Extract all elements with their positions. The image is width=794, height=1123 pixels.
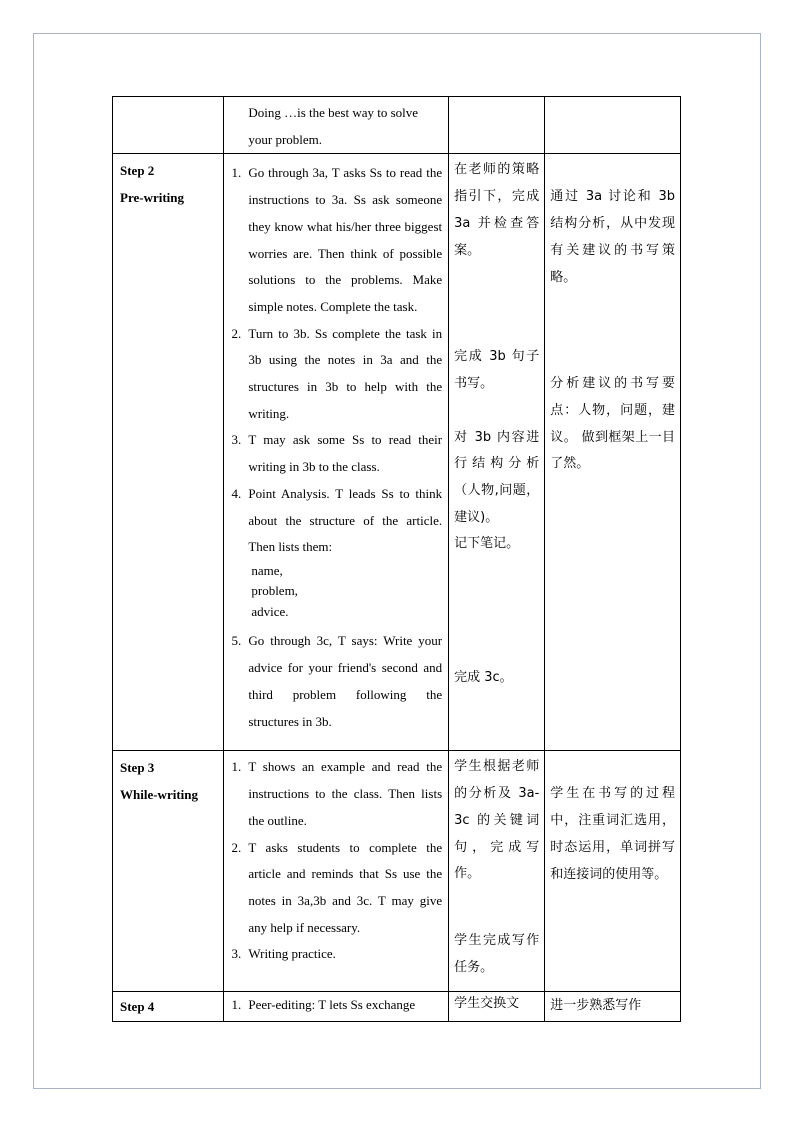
procedure-cell [224, 992, 449, 1022]
step-title: Step 3 [120, 760, 155, 776]
student-activity-text: 对 3b 内容进行结构分析（人物,问题，建议)。 [454, 429, 540, 525]
purpose-cell [545, 154, 681, 751]
step-title: Step 2 [120, 163, 155, 179]
procedure-cell [224, 751, 449, 992]
item-text: Peer-editing: T lets Ss exchange [248, 997, 416, 1013]
procedure-cell [224, 97, 449, 154]
item-text: T shows an example and read the instructions to the class. Then lists the outline. [248, 759, 443, 828]
procedure-item [224, 835, 448, 942]
table-row [113, 751, 681, 992]
item-number: 2. [231, 839, 242, 855]
table-row [113, 154, 681, 751]
procedure-item [224, 992, 448, 1019]
item-number: 3. [231, 432, 242, 448]
procedure-item [224, 941, 448, 968]
purpose-text: 通过 3a 讨论和 3b 结构分析，从中发现有关建议的书写策略。 [550, 189, 675, 285]
item-text: T asks students to complete the article and reminds that Ss use the notes in 3a,3b and 3c. T may give any help if necessary. [248, 839, 443, 935]
lesson-plan-table [112, 96, 681, 1022]
procedure-item [224, 160, 448, 320]
step-subtitle: Pre-writing [120, 190, 185, 206]
purpose-cell [545, 992, 681, 1022]
item-number: 3. [231, 946, 242, 962]
procedure-item [224, 481, 448, 629]
purpose-text: 进一步熟悉写作 [550, 998, 642, 1014]
item-number: 5. [231, 633, 242, 649]
student-activity-text: 在老师的策略指引下，完成 3a 并检查答案。 [454, 162, 540, 258]
item-text: T may ask some Ss to read their writing in 3b to the class. [248, 432, 443, 475]
item-number: 1. [231, 759, 242, 775]
step-cell [113, 992, 224, 1022]
purpose-cell [545, 751, 681, 992]
item-number: 1. [231, 997, 242, 1013]
procedure-item [224, 427, 448, 480]
item-text: Writing practice. [248, 946, 336, 962]
student-activity-cell [449, 154, 545, 751]
purpose-text: 学生在书写的过程中，注重词汇选用，时态运用，单词拼写和连接词的使用等。 [550, 786, 675, 882]
step-cell [113, 154, 224, 751]
student-activity-cell [449, 97, 545, 154]
purpose-cell [545, 97, 681, 154]
step-cell [113, 97, 224, 154]
procedure-item [224, 754, 448, 834]
procedure-cell [224, 154, 449, 751]
item-number: 2. [231, 325, 242, 341]
item-text: Turn to 3b. Ss complete the task in 3b using the notes in 3a and the structures in 3b to help with the writing. [248, 325, 443, 421]
student-activity-text: 记下笔记。 [454, 536, 520, 552]
sub-point: advice. [251, 603, 289, 619]
step-title: Step 4 [120, 999, 155, 1015]
student-activity-text: 学生完成写作任务。 [454, 932, 540, 975]
purpose-text: 分析建议的书写要点：人物，问题，建议。 做到框架上一目了然。 [550, 376, 675, 472]
student-activity-cell [449, 992, 545, 1022]
item-text: Go through 3a, T asks Ss to read the instructions to 3a. Ss ask someone they know what his/her three biggest worries are. Then think of possible solutions to the problems. Make simple notes. Complete the task. [248, 165, 443, 314]
procedure-line: Doing …is the best way to solve [248, 105, 419, 120]
table-row [113, 97, 681, 154]
sub-point: name, [251, 562, 283, 578]
procedure-item [224, 628, 448, 735]
item-text: Go through 3c, T says: Write your advice for your friend's second and third problem following the structures in 3b. [248, 633, 443, 729]
student-activity-cell [449, 751, 545, 992]
item-number: 1. [231, 165, 242, 181]
step-cell [113, 751, 224, 992]
procedure-item [224, 321, 448, 428]
step-subtitle: While-writing [120, 787, 198, 803]
procedure-line: your problem. [248, 131, 323, 147]
student-activity-text: 学生交换文 [454, 996, 520, 1012]
student-activity-text: 完成 3c。 [454, 670, 513, 686]
item-text: Point Analysis. T leads Ss to think about the structure of the article. Then lists them: [248, 485, 443, 555]
item-number: 4. [231, 485, 242, 501]
sub-point: problem, [251, 583, 298, 599]
table-row [113, 992, 681, 1022]
student-activity-text: 完成 3b 句子书写。 [454, 349, 540, 391]
student-activity-text: 学生根据老师的分析及 3a-3c 的关键词句，完成写作。 [454, 759, 540, 882]
